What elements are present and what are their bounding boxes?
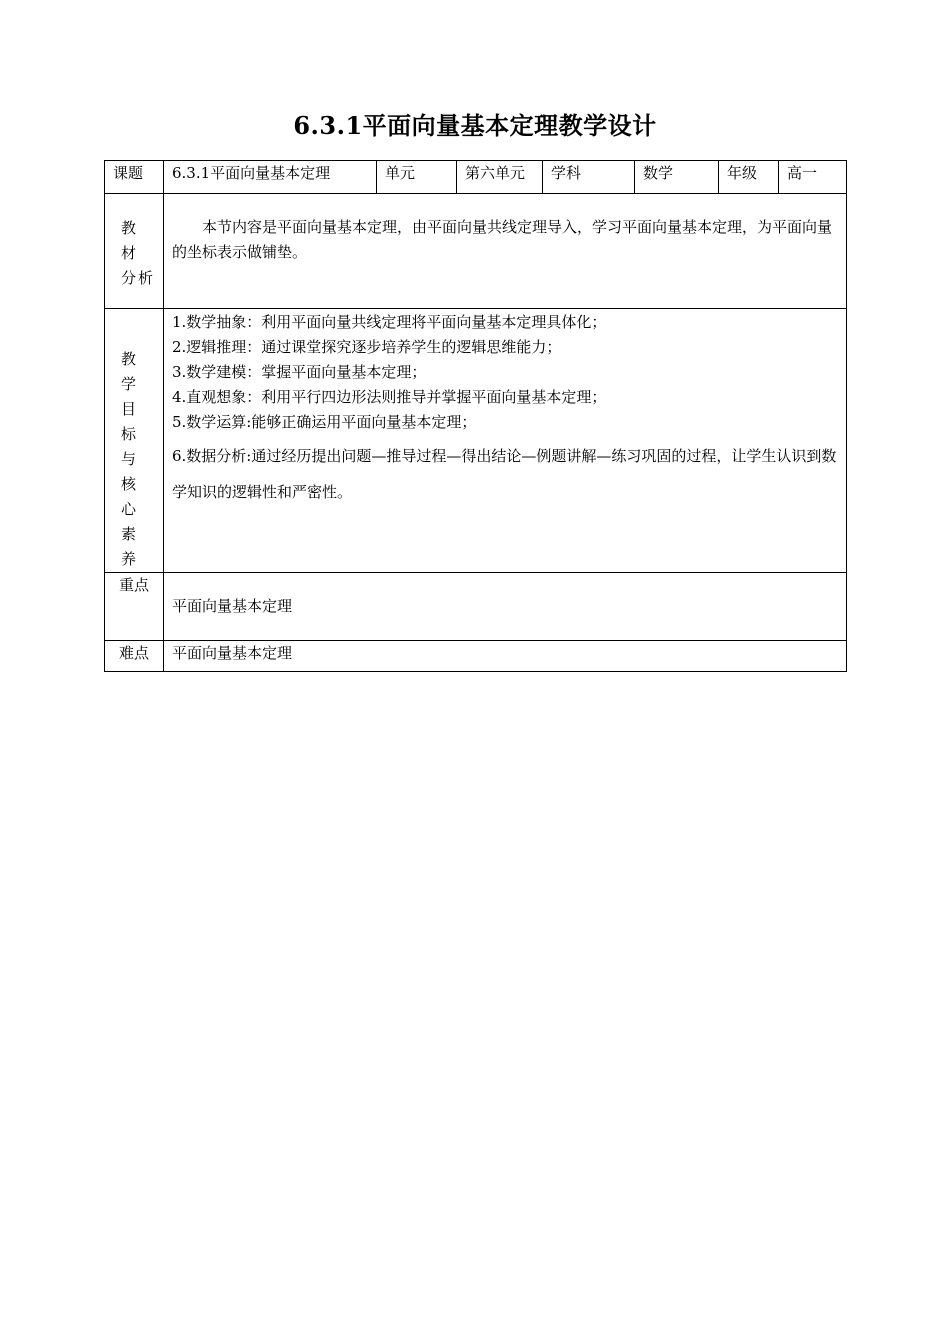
- goals-list: [164, 309, 847, 573]
- goals-label-line: 养: [121, 550, 147, 568]
- analysis-label-line: 教材: [121, 219, 147, 262]
- analysis-label-line: 分析: [121, 269, 156, 287]
- difficulty-text: 平面向量基本定理: [164, 641, 847, 672]
- analysis-row: [105, 194, 847, 309]
- goals-label-line: 目标: [121, 400, 147, 443]
- goals-label-line: 教学: [121, 350, 147, 393]
- goal-item: 2.逻辑推理：通过课堂探究逐步培养学生的逻辑思维能力；: [172, 338, 562, 356]
- goals-label: [105, 309, 164, 573]
- header-row: [105, 161, 847, 194]
- goal-item: 5.数学运算:能够正确运用平面向量基本定理；: [172, 413, 477, 431]
- analysis-text: 本节内容是平面向量基本定理，由平面向量共线定理导入，学习平面向量基本定理，为平面向量的坐标表示做铺垫。: [164, 194, 847, 309]
- goals-label-line: 心素: [121, 500, 147, 543]
- goal-item: 6.数据分析:通过经历提出问题—推导过程—得出结论—例题讲解—练习巩固的过程，让学生认识到数学知识的逻辑性和严密性。: [172, 447, 837, 501]
- unit-label: 单元: [377, 161, 457, 194]
- goal-item: 3.数学建模：掌握平面向量基本定理；: [172, 363, 427, 381]
- difficulty-label: 难点: [105, 641, 164, 672]
- lesson-design-table: [104, 160, 847, 672]
- grade-value: 高一: [779, 161, 847, 194]
- goals-row: [105, 309, 847, 573]
- topic-value: 6.3.1平面向量基本定理: [164, 161, 377, 194]
- subject-label: 学科: [543, 161, 635, 194]
- key-point-row: [105, 573, 847, 641]
- key-point-label: 重点: [105, 573, 164, 641]
- goal-item: 4.直观想象：利用平行四边形法则推导并掌握平面向量基本定理；: [172, 388, 607, 406]
- analysis-label: [105, 194, 164, 309]
- key-point-text: 平面向量基本定理: [164, 573, 847, 641]
- page-title: 6.3.1平面向量基本定理教学设计: [293, 111, 657, 140]
- topic-label: 课题: [105, 161, 164, 194]
- unit-value: 第六单元: [457, 161, 543, 194]
- goal-item: 1.数学抽象：利用平面向量共线定理将平面向量基本定理具体化；: [172, 313, 607, 331]
- difficulty-row: [105, 641, 847, 672]
- grade-label: 年级: [719, 161, 779, 194]
- goals-label-line: 与核: [121, 450, 147, 493]
- subject-value: 数学: [635, 161, 719, 194]
